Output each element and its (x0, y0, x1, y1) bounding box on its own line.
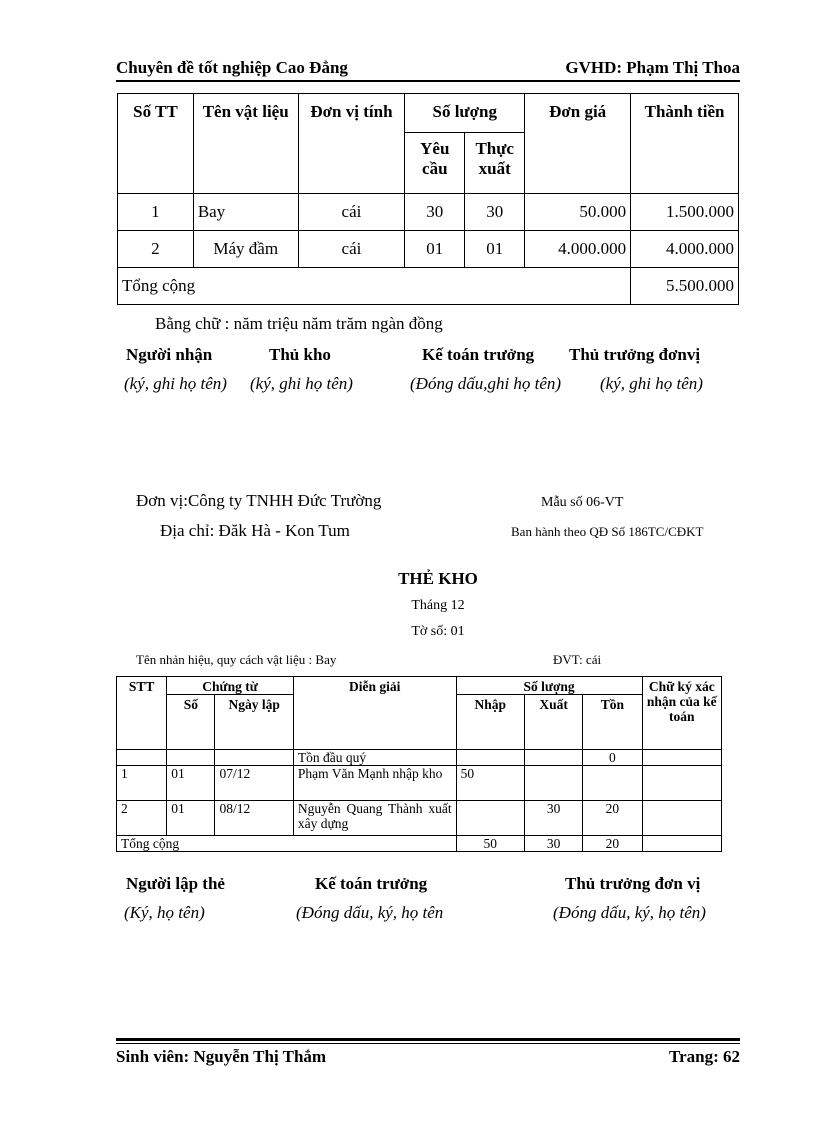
total-balance: 20 (583, 836, 642, 852)
cell-no: 01 (167, 801, 215, 836)
col-voucher-date: Ngày lập (215, 695, 293, 750)
table-row (118, 194, 739, 231)
col-requested: Yêu cầu (405, 133, 465, 194)
table-row (117, 766, 722, 801)
col-price: Đơn giá (525, 94, 631, 194)
cell-actual: 01 (465, 231, 525, 268)
col-description: Diễn giải (293, 677, 456, 750)
cell-no: 01 (167, 766, 215, 801)
cell-desc: Tồn đầu quý (293, 750, 456, 766)
sig-receiver-note: (ký, ghi họ tên) (124, 374, 227, 393)
col-voucher: Chứng từ (167, 677, 294, 695)
cell-unit: cái (298, 194, 405, 231)
cell-price: 4.000.000 (525, 231, 631, 268)
cell-price: 50.000 (525, 194, 631, 231)
col-stt: STT (117, 677, 167, 750)
footer-divider-thin (116, 1043, 740, 1044)
total-label: Tổng cộng (118, 268, 631, 305)
sig-chief-accountant-note: (Đóng dấu,ghi họ tên) (410, 374, 562, 393)
cell-date (215, 750, 293, 766)
stock-card-month: Tháng 12 (411, 598, 465, 613)
sig-head: Thủ trưởng đơnvị (569, 345, 701, 364)
cell-name: Máy đầm (193, 231, 298, 268)
cell-actual: 30 (465, 194, 525, 231)
col-amount: Thành tiền (631, 94, 739, 194)
materials-issue-table (117, 93, 739, 305)
sig-card-head: Thủ trưởng đơn vị (565, 874, 701, 893)
cell-out (524, 766, 582, 801)
stock-card-material: Tên nhản hiệu, quy cách vật liệu : Bay (136, 652, 337, 667)
company-unit: Đơn vị:Công ty TNHH Đức Trường (136, 491, 382, 510)
col-out: Xuất (524, 695, 582, 750)
total-row (117, 836, 722, 852)
footer-divider-thick (116, 1038, 740, 1041)
total-out: 30 (524, 836, 582, 852)
cell-in (456, 801, 524, 836)
total-in: 50 (456, 836, 524, 852)
col-quantity: Số lượng (405, 94, 525, 133)
cell-amount: 4.000.000 (631, 231, 739, 268)
cell-out (524, 750, 582, 766)
header-title: Chuyên đề tốt nghiệp Cao Đẳng (116, 58, 348, 77)
cell-stt (117, 750, 167, 766)
stock-card-sheet: Tờ số: 01 (411, 624, 465, 639)
opening-row (117, 750, 722, 766)
stock-card-table (116, 676, 722, 852)
total-row (118, 268, 739, 305)
col-signature: Chữ ký xác nhận của kế toán (642, 677, 721, 750)
total-label: Tổng cộng (117, 836, 457, 852)
cell-out: 30 (524, 801, 582, 836)
sig-card-creator: Người lập thẻ (126, 874, 225, 893)
col-quantity: Số lượng (456, 677, 642, 695)
header-divider (116, 80, 740, 82)
cell-in: 50 (456, 766, 524, 801)
cell-stt: 2 (117, 801, 167, 836)
col-material-name: Tên vật liệu (193, 94, 298, 194)
cell-balance: 20 (583, 801, 642, 836)
sig-storekeeper-note: (ký, ghi họ tên) (250, 374, 353, 393)
cell-stt: 1 (117, 766, 167, 801)
footer-student: Sinh viên: Nguyễn Thị Thắm (116, 1047, 327, 1066)
table-row (117, 801, 722, 836)
amount-in-words: Bằng chữ : năm triệu năm trăm ngàn đồng (155, 314, 443, 333)
col-actual: Thực xuất (465, 133, 525, 194)
cell-sign (642, 750, 721, 766)
cell-name: Bay (193, 194, 298, 231)
sig-head-note: (ký, ghi họ tên) (600, 374, 703, 393)
cell-requested: 01 (405, 231, 465, 268)
cell-amount: 1.500.000 (631, 194, 739, 231)
company-address: Địa chỉ: Đăk Hà - Kon Tum (160, 521, 350, 540)
col-unit: Đơn vị tính (298, 94, 405, 194)
cell-date: 08/12 (215, 801, 293, 836)
cell-date: 07/12 (215, 766, 293, 801)
cell-requested: 30 (405, 194, 465, 231)
cell-desc: Nguyễn Quang Thành xuất xây dựng (293, 801, 456, 836)
sig-receiver: Người nhận (126, 345, 213, 364)
total-amount: 5.500.000 (631, 268, 739, 305)
sig-card-chief-accountant-note: (Đóng dấu, ký, họ tên (296, 903, 444, 922)
cell-balance (583, 766, 642, 801)
form-issued: Ban hành theo QĐ Số 186TC/CĐKT (511, 524, 704, 539)
stock-card-unit: ĐVT: cái (553, 652, 602, 667)
sig-chief-accountant: Kế toán trưởng (422, 345, 535, 364)
cell-desc: Phạm Văn Mạnh nhập kho (293, 766, 456, 801)
cell-unit: cái (298, 231, 405, 268)
form-number: Mẫu số 06-VT (541, 495, 624, 510)
col-voucher-no: Số (167, 695, 215, 750)
footer-page: Trang: 62 (669, 1047, 740, 1066)
cell-in (456, 750, 524, 766)
col-stt: Số TT (118, 94, 194, 194)
stock-card-title: THẺ KHO (398, 569, 478, 588)
cell-stt: 2 (118, 231, 194, 268)
cell-sign (642, 836, 721, 852)
table-row (118, 231, 739, 268)
sig-card-chief-accountant: Kế toán trưởng (315, 874, 428, 893)
cell-stt: 1 (118, 194, 194, 231)
sig-card-head-note: (Đóng dấu, ký, họ tên) (553, 903, 706, 922)
cell-sign (642, 766, 721, 801)
cell-no (167, 750, 215, 766)
col-in: Nhập (456, 695, 524, 750)
sig-card-creator-note: (Ký, họ tên) (124, 903, 205, 922)
sig-storekeeper: Thủ kho (269, 345, 331, 364)
cell-sign (642, 801, 721, 836)
header-advisor: GVHD: Phạm Thị Thoa (565, 58, 740, 77)
col-balance: Tồn (583, 695, 642, 750)
cell-balance: 0 (583, 750, 642, 766)
